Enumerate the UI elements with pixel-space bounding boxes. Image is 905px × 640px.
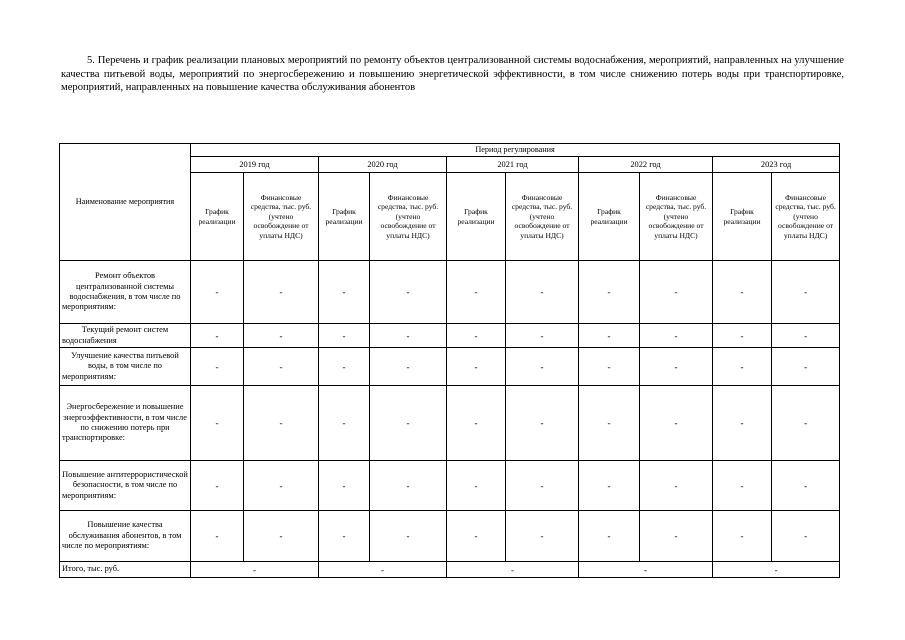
cell-value: -	[579, 324, 640, 348]
table-row	[60, 348, 840, 386]
total-value: -	[191, 562, 319, 578]
cell-value: -	[713, 386, 772, 461]
cell-value: -	[579, 511, 640, 562]
name-column-header: Наименование мероприятия	[60, 144, 191, 261]
cell-value: -	[244, 386, 319, 461]
total-value: -	[713, 562, 840, 578]
cell-value: -	[319, 386, 370, 461]
finance-header: Финансовые средства, тыс. руб. (учтено освобождение от уплаты НДС)	[772, 173, 840, 261]
cell-value: -	[370, 348, 447, 386]
cell-value: -	[772, 386, 840, 461]
cell-value: -	[319, 461, 370, 511]
cell-value: -	[319, 348, 370, 386]
cell-value: -	[713, 461, 772, 511]
cell-value: -	[772, 461, 840, 511]
cell-value: -	[579, 461, 640, 511]
cell-value: -	[447, 324, 506, 348]
cell-value: -	[244, 261, 319, 324]
cell-value: -	[447, 461, 506, 511]
cell-value: -	[191, 461, 244, 511]
cell-value: -	[640, 386, 713, 461]
schedule-header: График реализации	[191, 173, 244, 261]
cell-value: -	[506, 461, 579, 511]
cell-value: -	[640, 511, 713, 562]
row-name: Повышение качества обслуживания абонентов, в том числе по мероприятиям:	[60, 511, 191, 562]
cell-value: -	[640, 348, 713, 386]
finance-header: Финансовые средства, тыс. руб. (учтено освобождение от уплаты НДС)	[640, 173, 713, 261]
cell-value: -	[640, 324, 713, 348]
total-value: -	[579, 562, 713, 578]
cell-value: -	[713, 324, 772, 348]
header-row-period	[60, 144, 840, 157]
cell-value: -	[191, 386, 244, 461]
cell-value: -	[447, 511, 506, 562]
cell-value: -	[447, 348, 506, 386]
year-header: 2023 год	[713, 157, 840, 173]
cell-value: -	[640, 261, 713, 324]
table-row	[60, 324, 840, 348]
table-row	[60, 461, 840, 511]
finance-header: Финансовые средства, тыс. руб. (учтено освобождение от уплаты НДС)	[506, 173, 579, 261]
cell-value: -	[370, 461, 447, 511]
cell-value: -	[640, 461, 713, 511]
cell-value: -	[370, 386, 447, 461]
cell-value: -	[772, 261, 840, 324]
cell-value: -	[447, 261, 506, 324]
year-header: 2019 год	[191, 157, 319, 173]
section-heading-text: 5. Перечень и график реализации плановых мероприятий по ремонту объектов централизованной системы водоснабжения, мероприятий, направленных на улучшение качества питьевой воды, мероприятий по энергосбережению и повышению энергетической эффективности, в том числе снижению потерь воды при транспортировке, мероприятий, направленных на повышение качества обслуживания абонентов	[61, 55, 844, 94]
row-name: Ремонт объектов централизованной системы водоснабжения, в том числе по мероприятиям:	[60, 261, 191, 324]
cell-value: -	[319, 261, 370, 324]
cell-value: -	[506, 348, 579, 386]
finance-header: Финансовые средства, тыс. руб. (учтено освобождение от уплаты НДС)	[370, 173, 447, 261]
year-header: 2021 год	[447, 157, 579, 173]
cell-value: -	[579, 348, 640, 386]
cell-value: -	[319, 511, 370, 562]
cell-value: -	[506, 386, 579, 461]
cell-value: -	[772, 348, 840, 386]
cell-value: -	[447, 386, 506, 461]
table-row	[60, 261, 840, 324]
cell-value: -	[191, 348, 244, 386]
total-label: Итого, тыс. руб.	[60, 562, 191, 578]
cell-value: -	[713, 261, 772, 324]
cell-value: -	[713, 348, 772, 386]
plan-table	[59, 143, 840, 578]
cell-value: -	[244, 324, 319, 348]
cell-value: -	[579, 386, 640, 461]
cell-value: -	[579, 261, 640, 324]
total-row	[60, 562, 840, 578]
schedule-header: График реализации	[319, 173, 370, 261]
schedule-header: График реализации	[579, 173, 640, 261]
cell-value: -	[506, 324, 579, 348]
section-heading	[61, 54, 844, 95]
row-name: Повышение антитеррористической безопасности, в том числе по мероприятиям:	[60, 461, 191, 511]
cell-value: -	[370, 511, 447, 562]
total-value: -	[319, 562, 447, 578]
cell-value: -	[191, 511, 244, 562]
row-name: Текущий ремонт систем водоснабжения	[60, 324, 191, 348]
total-value: -	[447, 562, 579, 578]
period-header: Период регулирования	[191, 144, 840, 157]
cell-value: -	[191, 324, 244, 348]
finance-header: Финансовые средства, тыс. руб. (учтено освобождение от уплаты НДС)	[244, 173, 319, 261]
cell-value: -	[370, 261, 447, 324]
cell-value: -	[244, 348, 319, 386]
schedule-header: График реализации	[713, 173, 772, 261]
year-header: 2020 год	[319, 157, 447, 173]
table-row	[60, 386, 840, 461]
cell-value: -	[191, 261, 244, 324]
cell-value: -	[772, 324, 840, 348]
table-row	[60, 511, 840, 562]
year-header: 2022 год	[579, 157, 713, 173]
schedule-header: График реализации	[447, 173, 506, 261]
row-name: Энергосбережение и повышение энергоэффективности, в том числе по снижению потерь при транспортировке:	[60, 386, 191, 461]
cell-value: -	[244, 461, 319, 511]
cell-value: -	[506, 261, 579, 324]
cell-value: -	[319, 324, 370, 348]
cell-value: -	[772, 511, 840, 562]
row-name: Улучшение качества питьевой воды, в том числе по мероприятиям:	[60, 348, 191, 386]
cell-value: -	[370, 324, 447, 348]
cell-value: -	[244, 511, 319, 562]
cell-value: -	[713, 511, 772, 562]
cell-value: -	[506, 511, 579, 562]
